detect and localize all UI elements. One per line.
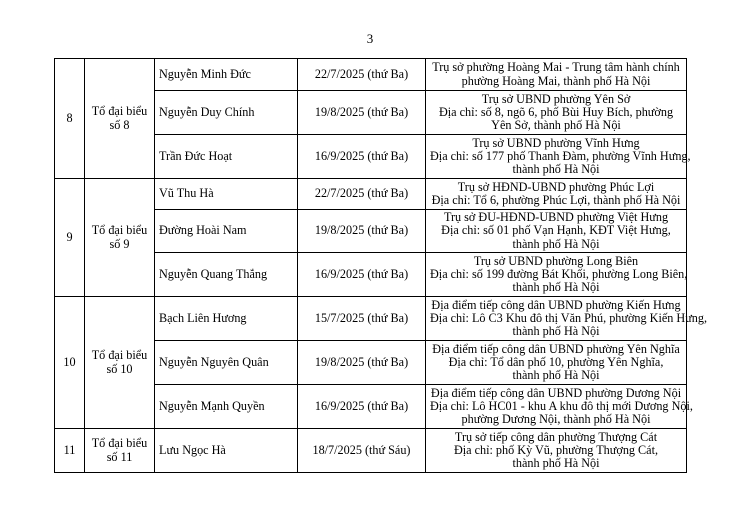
place-line: Trụ sở UBND phường Long Biên [473,253,639,268]
place-line: Địa điểm tiếp công dân UBND phường Kiến Hưng [431,297,681,312]
delegate-name: Nguyễn Nguyên Quân [155,341,298,385]
place-line: Địa chỉ: số 199 đường Bát Khối, phường Long Biên, [430,266,688,281]
meeting-date: 18/7/2025 (thứ Sáu) [298,429,426,473]
group-number: 11 [55,429,85,473]
delegate-name: Nguyễn Duy Chính [155,91,298,135]
place-line: Địa chỉ: Lô C3 Khu đô thị Văn Phú, phường Kiến Hưng, [430,310,708,325]
table-row [55,59,687,91]
page-number: 3 [366,31,374,46]
meeting-date: 19/8/2025 (thứ Ba) [298,91,426,135]
place-line: thành phố Hà Nội [512,368,600,383]
group-label: Tổ đại biểu số 11 [85,429,155,473]
place-line: Địa điểm tiếp công dân UBND phường Yên Nghĩa [432,341,680,356]
meeting-place [426,341,687,385]
table-row [55,297,687,341]
place-line: thành phố Hà Nội [512,280,600,295]
meeting-place [426,59,687,91]
delegate-name: Nguyễn Minh Đức [155,59,298,91]
place-line: Trụ sở UBND phường Vĩnh Hưng [472,135,640,150]
place-line: Địa điểm tiếp công dân UBND phường Dương Nội [430,385,682,400]
meeting-place [426,253,687,297]
group-number: 9 [55,179,85,297]
place-line: Trụ sở phường Hoàng Mai - Trung tâm hành chính [432,60,680,75]
place-line: thành phố Hà Nội [512,456,600,471]
meeting-date: 22/7/2025 (thứ Ba) [298,179,426,210]
delegate-name: Nguyễn Mạnh Quyền [155,385,298,429]
group-label: Tổ đại biểu số 8 [85,59,155,179]
place-line: thành phố Hà Nội [512,236,600,251]
meeting-date: 16/9/2025 (thứ Ba) [298,385,426,429]
place-line: thành phố Hà Nội [512,162,600,177]
delegate-name: Trần Đức Hoạt [155,135,298,179]
meeting-place [426,297,708,341]
group-number: 10 [55,297,85,429]
place-line: Trụ sở HĐND-UBND phường Phúc Lợi [457,179,655,194]
meeting-place [426,91,687,135]
meeting-date: 15/7/2025 (thứ Ba) [298,297,426,341]
group-number: 8 [55,59,85,179]
meeting-date: 19/8/2025 (thứ Ba) [298,341,426,385]
group-label: Tổ đại biểu số 10 [85,297,155,429]
place-line: Địa chỉ: Tổ dân phố 10, phường Yên Nghĩa, [448,354,664,369]
meeting-schedule-table [54,58,708,473]
meeting-date: 19/8/2025 (thứ Ba) [298,210,426,253]
place-line: Trụ sở UBND phường Yên Sở [481,91,631,106]
meeting-date: 16/9/2025 (thứ Ba) [298,253,426,297]
delegate-name: Lưu Ngọc Hà [155,429,298,473]
table-row [55,179,687,210]
place-line: Trụ sở tiếp công dân phường Thượng Cát [454,429,658,444]
delegate-name: Vũ Thu Hà [155,179,298,210]
meeting-place [426,429,687,473]
place-line: Địa chỉ: phố Kỳ Vũ, phường Thượng Cát, [453,442,659,457]
place-line: Địa chỉ: Lô HC01 - khu A khu đô thị mới Dương Nội, [430,398,693,413]
meeting-date: 22/7/2025 (thứ Ba) [298,59,426,91]
table-row [55,429,687,473]
delegate-name: Bạch Liên Hương [155,297,298,341]
place-line: phường Hoàng Mai, thành phố Hà Nội [461,73,651,88]
meeting-place [426,135,691,179]
meeting-place [426,179,687,210]
group-label: Tổ đại biểu số 9 [85,179,155,297]
place-line: Trụ sở ĐU-HĐND-UBND phường Việt Hưng [443,210,669,225]
meeting-place [426,210,687,253]
place-line: Địa chỉ: số 01 phố Vạn Hạnh, KĐT Việt Hưng, [441,223,671,238]
delegate-name: Đường Hoài Nam [155,210,298,253]
place-line: Yên Sở, thành phố Hà Nội [491,118,621,133]
place-line: Địa chỉ: số 177 phố Thanh Đàm, phường Vĩnh Hưng, [430,148,691,163]
place-line: thành phố Hà Nội [512,324,600,339]
meeting-date: 16/9/2025 (thứ Ba) [298,135,426,179]
place-line: Địa chỉ: Tổ 6, phường Phúc Lợi, thành phố Hà Nội [431,193,681,207]
meeting-place [426,385,693,429]
place-line: Địa chỉ: số 8, ngõ 6, phố Bùi Huy Bích, phường [438,104,674,119]
place-line: phường Dương Nội, thành phố Hà Nội [461,412,651,427]
delegate-name: Nguyễn Quang Thắng [155,253,298,297]
